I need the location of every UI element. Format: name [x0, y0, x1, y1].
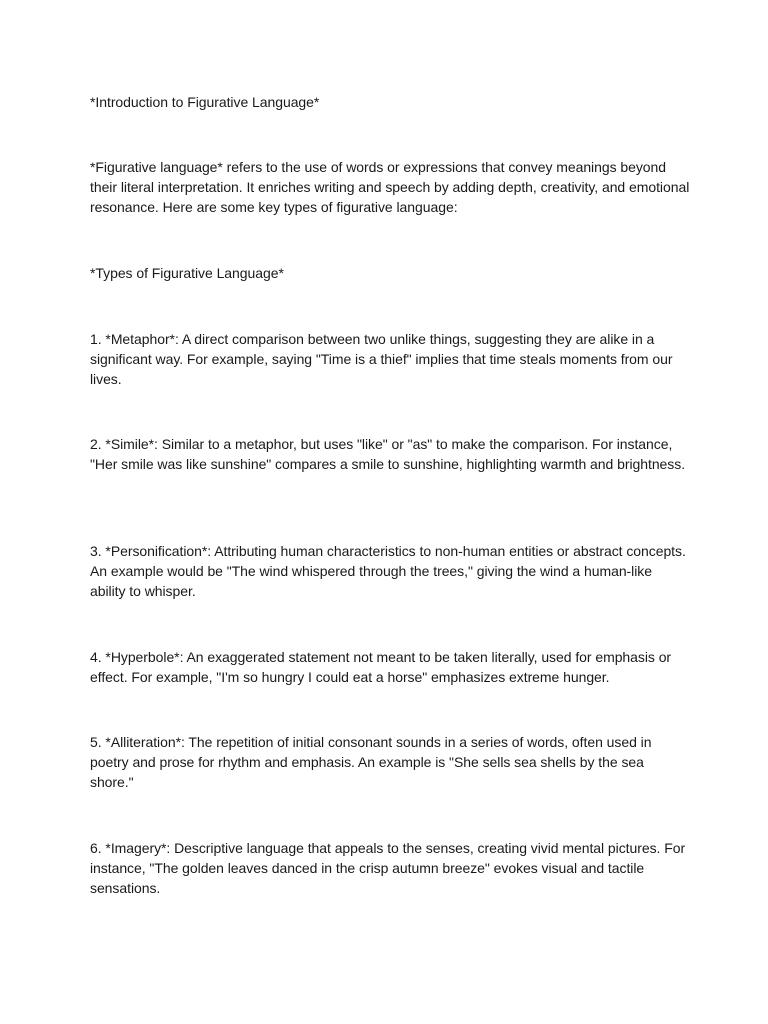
- list-item-personification: 3. *Personification*: Attributing human characteristics to non-human entities or abstract concepts. An example would be "The wind whispered through the trees," giving the wind a human-like ability to whisper.: [90, 543, 686, 599]
- intro-paragraph: *Figurative language* refers to the use of words or expressions that convey meanings beyond their literal interpretation. It enriches writing and speech by adding depth, creativity, and emotional resonance. Here are some key types of figurative language:: [90, 159, 690, 215]
- list-item-metaphor: 1. *Metaphor*: A direct comparison between two unlike things, suggesting they are alike in a significant way. For example, saying "Time is a thief" implies that time steals moments from our lives.: [90, 331, 673, 387]
- types-heading: *Types of Figurative Language*: [90, 265, 284, 281]
- list-item-hyperbole: 4. *Hyperbole*: An exaggerated statement not meant to be taken literally, used for emphasis or effect. For example, "I'm so hungry I could eat a horse" emphasizes extreme hunger.: [90, 649, 672, 685]
- list-item-simile: 2. *Simile*: Similar to a metaphor, but uses "like" or "as" to make the comparison. For instance, "Her smile was like sunshine" compares a smile to sunshine, highlighting warmth and brightness.: [90, 436, 686, 472]
- list-item-imagery: 6. *Imagery*: Descriptive language that appeals to the senses, creating vivid mental pictures. For instance, "The golden leaves danced in the crisp autumn breeze" evokes visual and tactile sensations.: [90, 840, 686, 896]
- list-item-alliteration: 5. *Alliteration*: The repetition of initial consonant sounds in a series of words, often used in poetry and prose for rhythm and emphasis. An example is "She sells sea shells by the sea shore.": [90, 734, 652, 790]
- document-title: *Introduction to Figurative Language*: [90, 94, 320, 110]
